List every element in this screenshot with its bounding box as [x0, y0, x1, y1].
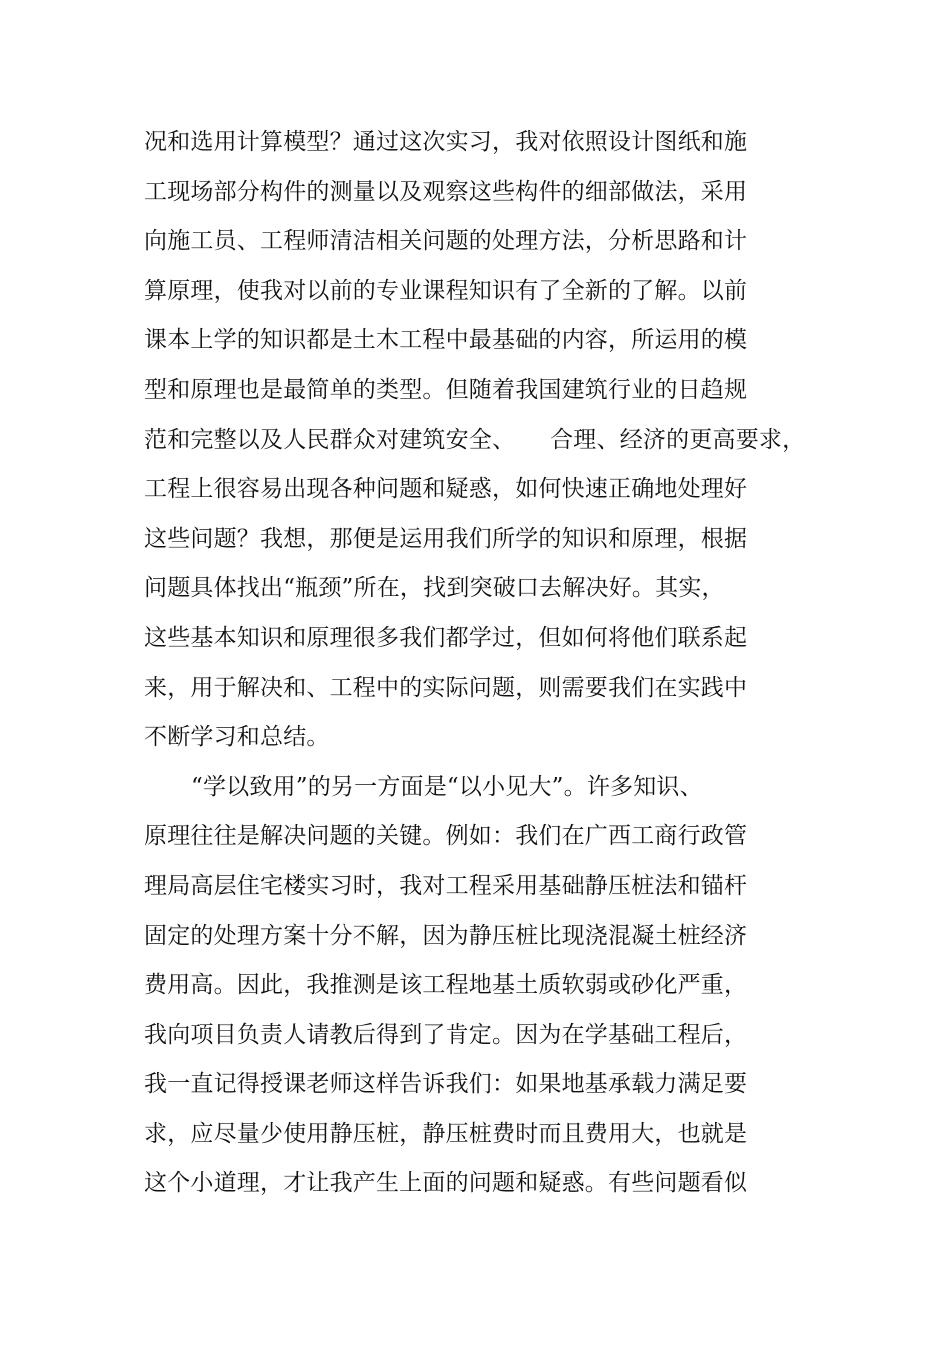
- text-line: 不断学习和总结。: [144, 724, 330, 751]
- text-line: 况和选用计算模型？通过这次实习，我对依照设计图纸和施: [144, 129, 748, 155]
- text-line: 工程上很容易出现各种问题和疑惑，如何快速正确地处理好: [144, 476, 748, 503]
- text-line: 我向项目负责人请教后得到了肯定。因为在学基础工程后，: [144, 1021, 748, 1048]
- text-line: 理局高层住宅楼实习时，我对工程采用基础静压桩法和锚杆: [144, 872, 748, 899]
- text-line: 算原理，使我对以前的专业课程知识有了全新的了解。以前: [144, 277, 748, 304]
- text-line: 来，用于解决和、工程中的实际问题，则需要我们在实践中: [144, 674, 748, 701]
- text-line: 费用高。因此，我推测是该工程地基土质软弱或砂化严重，: [144, 972, 748, 999]
- text-line-paragraph-start: “学以致用”的另一方面是“以小见大”。许多知识、: [191, 773, 703, 800]
- text-line: 原理往往是解决问题的关键。例如：我们在广西工商行政管: [144, 823, 748, 850]
- text-line: 这些问题？我想，那便是运用我们所学的知识和原理，根据: [144, 525, 748, 552]
- text-line: 我一直记得授课老师这样告诉我们：如果地基承载力满足要: [144, 1071, 748, 1098]
- text-line: 型和原理也是最简单的类型。但随着我国建筑行业的日趋规: [144, 376, 748, 403]
- text-line: 范和完整以及人民群众对建筑安全、 合理、经济的更高要求，: [144, 426, 806, 453]
- text-line: 向施工员、工程师清洁相关问题的处理方法，分析思路和计: [144, 228, 748, 255]
- text-line: 求，应尽量少使用静压桩，静压桩费时而且费用大，也就是: [144, 1120, 748, 1147]
- text-line: 这个小道理，才让我产生上面的问题和疑惑。有些问题看似: [144, 1170, 748, 1197]
- text-line: 固定的处理方案十分不解，因为静压桩比现浇混凝土桩经济: [144, 922, 748, 949]
- text-line: 这些基本知识和原理很多我们都学过，但如何将他们联系起: [144, 624, 748, 651]
- text-line: 问题具体找出“瓶颈”所在，找到突破口去解决好。其实，: [144, 575, 725, 602]
- text-line: 工现场部分构件的测量以及观察这些构件的细部做法，采用: [144, 178, 748, 205]
- body-text: [144, 122, 804, 1213]
- text-line: 课本上学的知识都是土木工程中最基础的内容，所运用的模: [144, 327, 748, 354]
